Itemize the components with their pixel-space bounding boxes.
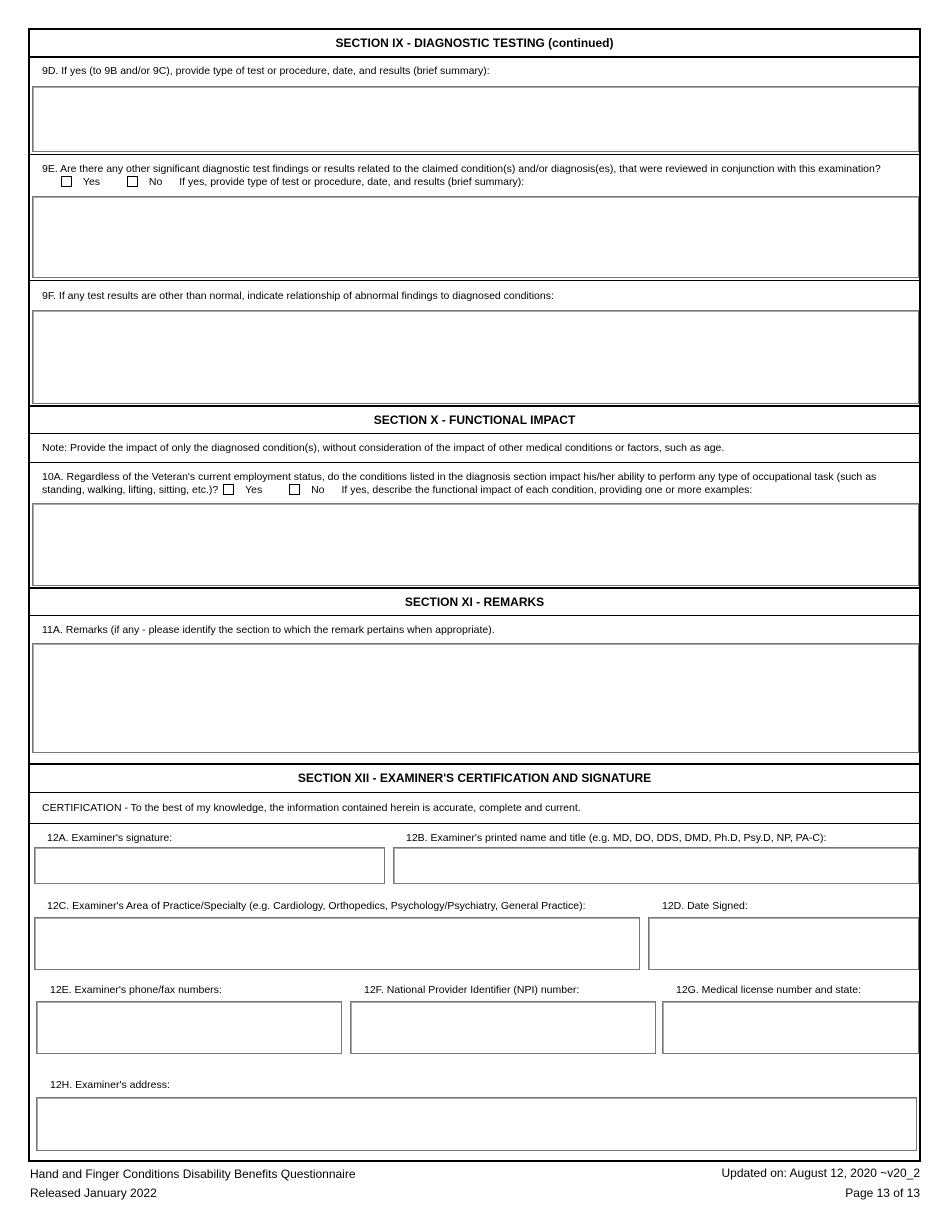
date-signed-field[interactable] [648,917,919,970]
section-x-header: SECTION X - FUNCTIONAL IMPACT [373,413,576,427]
examiner-address-field[interactable] [36,1097,917,1151]
question-11a-label: 11A. Remarks (if any - please identify the section to which the remark pertains when appropriate). [42,624,495,636]
section-ix-header: SECTION IX - DIAGNOSTIC TESTING (continued) [335,36,614,50]
question-12a-label: 12A. Examiner's signature: [47,832,173,844]
divider [30,154,919,155]
footer-released: Released January 2022 [30,1186,157,1200]
examiner-signature-field[interactable] [34,847,385,884]
question-10a-field[interactable] [32,503,919,586]
question-9d-field[interactable] [32,86,919,152]
divider [30,763,919,765]
question-10a-label-cont: standing, walking, lifting, sitting, etc.)? [42,484,219,496]
npi-number-field[interactable] [350,1001,656,1054]
divider [30,405,919,407]
divider [30,587,919,589]
question-12c-label: 12C. Examiner's Area of Practice/Specialty (e.g. Cardiology, Orthopedics, Psychology/Psychiatry, General Practice): [47,900,586,912]
certification-statement: CERTIFICATION - To the best of my knowledge, the information contained herein is accurate, complete and current. [42,802,581,814]
footer-updated: Updated on: August 12, 2020 ~v20_2 [721,1166,920,1180]
divider [30,792,919,793]
question-9e-yes-checkbox[interactable] [61,176,72,187]
question-9e-field[interactable] [32,196,919,278]
question-12b-label: 12B. Examiner's printed name and title (e.g. MD, DO, DDS, DMD, Ph.D, Psy.D, NP, PA-C): [406,832,827,844]
question-9f-field[interactable] [32,310,919,404]
section-xii-header: SECTION XII - EXAMINER'S CERTIFICATION AND SIGNATURE [297,771,652,785]
question-9e-no-label: No [148,176,163,188]
question-9e-followup: If yes, provide type of test or procedure, date, and results (brief summary): [179,176,525,188]
divider [30,823,919,824]
question-10a-no-label: No [311,484,325,496]
question-9e-no-checkbox[interactable] [127,176,138,187]
question-10a-no-checkbox[interactable] [289,484,300,495]
examiner-name-title-field[interactable] [393,847,919,884]
question-9e-label: 9E. Are there any other significant diagnostic test findings or results related to the claimed condition(s) and/or diagnosis(es), that were reviewed in conjunction with this examination? [42,163,881,175]
question-12d-label: 12D. Date Signed: [662,900,748,912]
remarks-field[interactable] [32,643,919,753]
functional-impact-note: Note: Provide the impact of only the diagnosed condition(s), without consideration of the impact of other medical conditions or factors, such as age. [42,442,725,454]
question-9d-label: 9D. If yes (to 9B and/or 9C), provide type of test or procedure, date, and results (brief summary): [42,65,490,77]
question-9f-label: 9F. If any test results are other than normal, indicate relationship of abnormal findings to diagnosed conditions: [42,290,554,302]
question-12h-label: 12H. Examiner's address: [50,1079,170,1091]
divider [30,56,919,58]
form-frame [28,28,921,1162]
question-10a-label: 10A. Regardless of the Veteran's current employment status, do the conditions listed in the diagnosis section impact his/her ability to perform any type of occupational task (such as [42,471,877,483]
question-12e-label: 12E. Examiner's phone/fax numbers: [50,984,222,996]
footer-page-number: Page 13 of 13 [845,1186,920,1200]
question-10a-followup: If yes, describe the functional impact of each condition, providing one or more examples: [341,484,753,496]
footer-form-title: Hand and Finger Conditions Disability Benefits Questionnaire [30,1167,356,1181]
medical-license-field[interactable] [662,1001,919,1054]
divider [30,615,919,616]
question-10a-yes-checkbox[interactable] [223,484,234,495]
question-12f-label: 12F. National Provider Identifier (NPI) number: [364,984,580,996]
divider [30,462,919,463]
question-9e-yes-label: Yes [82,176,101,188]
question-10a-yes-label: Yes [245,484,263,496]
question-10a-line2 [42,484,752,497]
divider [30,433,919,434]
divider [30,280,919,281]
section-xi-header: SECTION XI - REMARKS [404,595,545,609]
question-9e-options [61,176,524,189]
examiner-specialty-field[interactable] [34,917,640,970]
question-12g-label: 12G. Medical license number and state: [676,984,862,996]
examiner-phone-field[interactable] [36,1001,342,1054]
